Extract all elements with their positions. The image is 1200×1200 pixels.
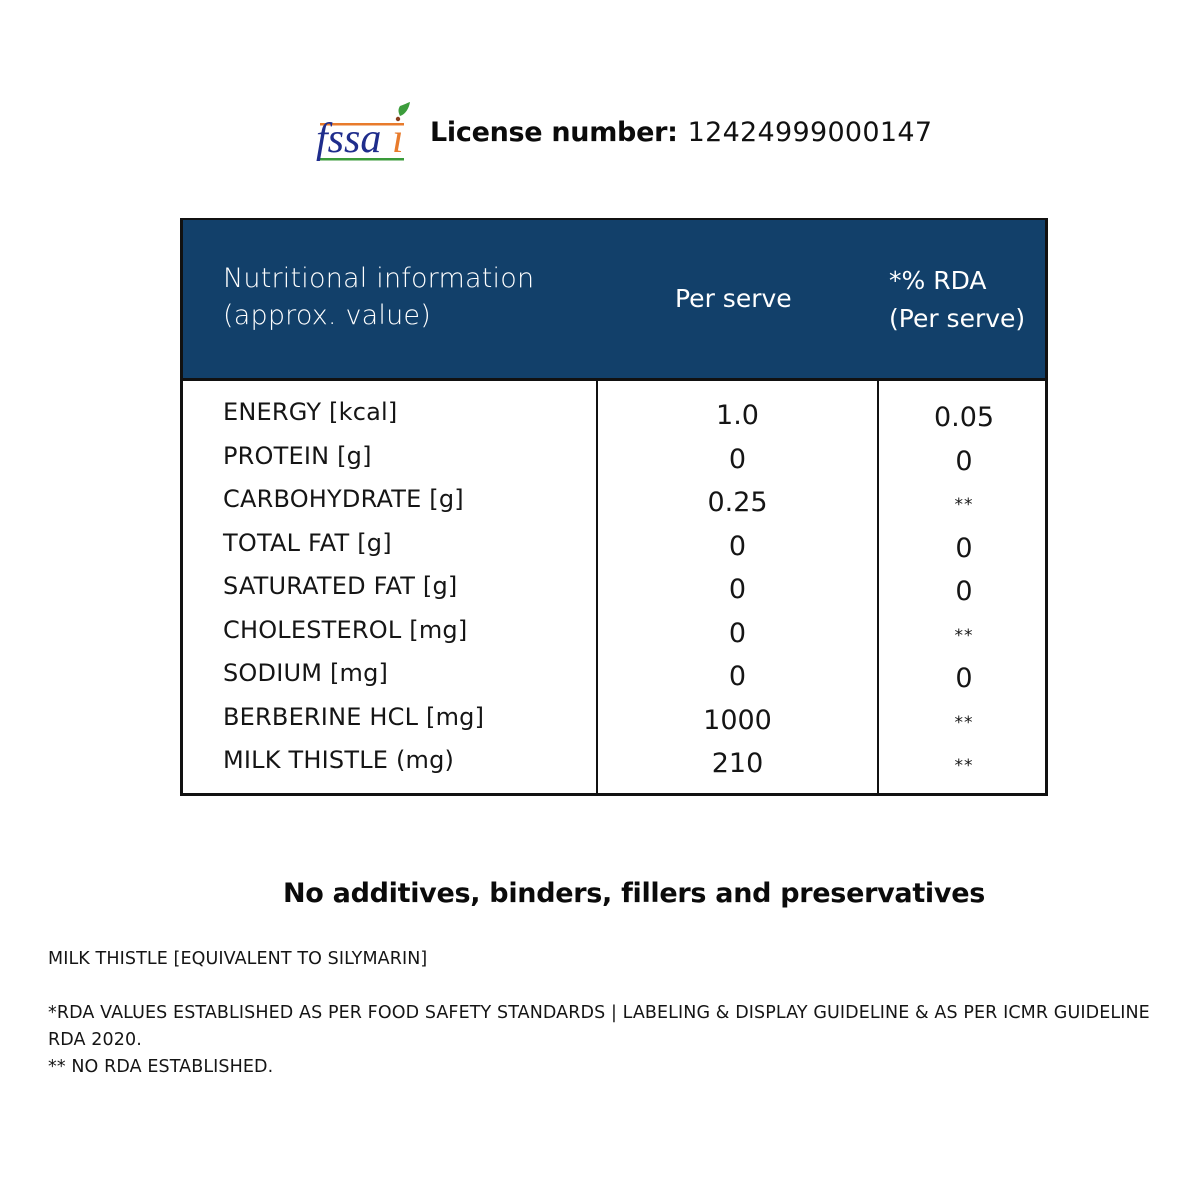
table-row bbox=[183, 657, 1045, 701]
per-serve-value: 0 bbox=[728, 661, 747, 692]
table-body bbox=[180, 378, 1048, 796]
header-rda bbox=[889, 262, 1025, 338]
per-serve-value: 1.0 bbox=[716, 400, 759, 431]
svg-text:fssa: fssa bbox=[316, 116, 382, 162]
table-rows bbox=[183, 396, 1045, 788]
license-header bbox=[312, 100, 932, 164]
nutrient-name: MILK THISTLE (mg) bbox=[223, 746, 455, 774]
per-serve-value: 0 bbox=[728, 617, 747, 649]
table-row bbox=[183, 396, 1045, 440]
table-row bbox=[183, 440, 1045, 484]
header-col1-line1: Nutritional information bbox=[223, 263, 535, 294]
table-header bbox=[180, 220, 1048, 380]
rda-value: 0 bbox=[955, 532, 973, 564]
nutrient-name: TOTAL FAT [g] bbox=[223, 528, 392, 557]
nutrient-name: PROTEIN [g] bbox=[223, 441, 372, 470]
header-per-serve: Per serve bbox=[675, 284, 792, 313]
svg-text:ı: ı bbox=[392, 116, 404, 162]
license-label: License number: bbox=[430, 116, 678, 148]
table-row bbox=[183, 744, 1045, 788]
header-col3-line1: *% RDA bbox=[889, 266, 987, 295]
fssai-logo-icon bbox=[312, 102, 412, 162]
nutrition-table bbox=[180, 218, 1046, 795]
table-row bbox=[183, 483, 1045, 527]
per-serve-value: 0.25 bbox=[707, 487, 768, 518]
nutrient-name: BERBERINE HCL [mg] bbox=[223, 702, 485, 731]
table-row bbox=[183, 614, 1045, 658]
nutrient-name: CARBOHYDRATE [g] bbox=[223, 485, 464, 513]
rda-value: ** bbox=[954, 625, 974, 646]
no-additives-tagline: No additives, binders, fillers and preservatives bbox=[283, 878, 985, 909]
table-row bbox=[183, 570, 1045, 614]
per-serve-value: 0 bbox=[728, 443, 747, 475]
footnote-rda-source: *RDA VALUES ESTABLISHED AS PER FOOD SAFETY STANDARDS | LABELING & DISPLAY GUIDELINE & AS PER ICMR GUIDELINE RDA 2020. bbox=[48, 1003, 1150, 1050]
footnote-no-rda: ** NO RDA ESTABLISHED. bbox=[48, 1057, 274, 1077]
rda-value: ** bbox=[954, 495, 974, 515]
nutrient-name: CHOLESTEROL [mg] bbox=[223, 615, 468, 644]
rda-value: 0 bbox=[955, 663, 973, 694]
nutrient-name: ENERGY [kcal] bbox=[223, 398, 398, 426]
rda-value: ** bbox=[954, 712, 974, 733]
license-number: 12424999000147 bbox=[687, 116, 933, 148]
per-serve-value: 1000 bbox=[703, 704, 772, 736]
table-row bbox=[183, 527, 1045, 571]
rda-value: 0.05 bbox=[933, 402, 995, 433]
table-row bbox=[183, 701, 1045, 745]
rda-value: 0 bbox=[955, 445, 973, 477]
header-col3-line2: (Per serve) bbox=[889, 304, 1026, 333]
rda-value: 0 bbox=[955, 576, 973, 607]
per-serve-value: 0 bbox=[728, 574, 747, 605]
per-serve-value: 210 bbox=[711, 748, 764, 779]
per-serve-value: 0 bbox=[728, 530, 747, 562]
header-col1-line2: (approx. value) bbox=[223, 300, 431, 331]
header-nutritional-information bbox=[223, 260, 534, 334]
nutrient-name: SATURATED FAT [g] bbox=[223, 572, 458, 600]
footnote-milk-thistle: MILK THISTLE [EQUIVALENT TO SILYMARIN] bbox=[48, 949, 428, 969]
rda-value: ** bbox=[954, 756, 974, 776]
nutrient-name: SODIUM [mg] bbox=[223, 659, 389, 687]
